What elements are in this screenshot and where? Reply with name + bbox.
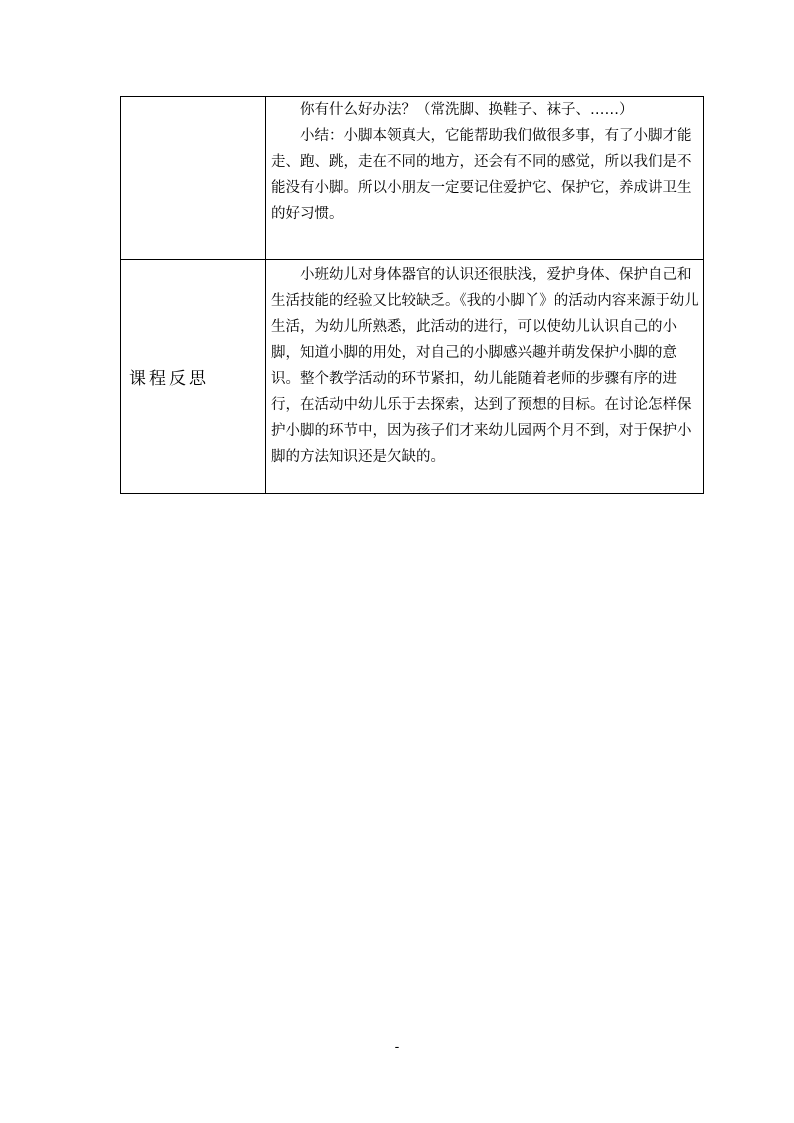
table-row-summary (121, 97, 704, 260)
question-paragraph: 你有什么好办法？（常洗脚、换鞋子、袜子、……） (300, 102, 634, 118)
table-row-reflection (121, 260, 704, 494)
row-label-empty (121, 97, 266, 260)
reflection-paragraph: 小班幼儿对身体器官的认识还很肤浅，爱护身体、保护自己和生活技能的经验又比较缺乏。《我的小脚丫》的活动内容来源于幼儿生活，为幼儿所熟悉，此活动的进行，可以使幼儿认识自己的小脚，知道小脚的用处，对自己的小脚感兴趣并萌发保护小脚的意识。整个教学活动的环节紧扣，幼儿能随着老师的步骤有序的进行，在活动中幼儿乐于去探索，达到了预想的目标。在讨论怎样保护小脚的环节中，因为孩子们才来幼儿园两个月不到，对于保护小脚的方法知识还是欠缺的。 (271, 267, 699, 465)
row-content-summary (266, 97, 704, 260)
row-label-reflection: 课程反思 (121, 260, 266, 494)
summary-paragraph: 小结：小脚本领真大，它能帮助我们做很多事，有了小脚才能走、跑、跳，走在不同的地方，还会有不同的感觉，所以我们是不能没有小脚。所以小朋友一定要记住爱护它、保护它，养成讲卫生的好习惯。 (271, 128, 692, 222)
page-number: - (394, 1040, 400, 1055)
row-content-reflection (266, 260, 704, 494)
lesson-plan-table (120, 96, 704, 494)
